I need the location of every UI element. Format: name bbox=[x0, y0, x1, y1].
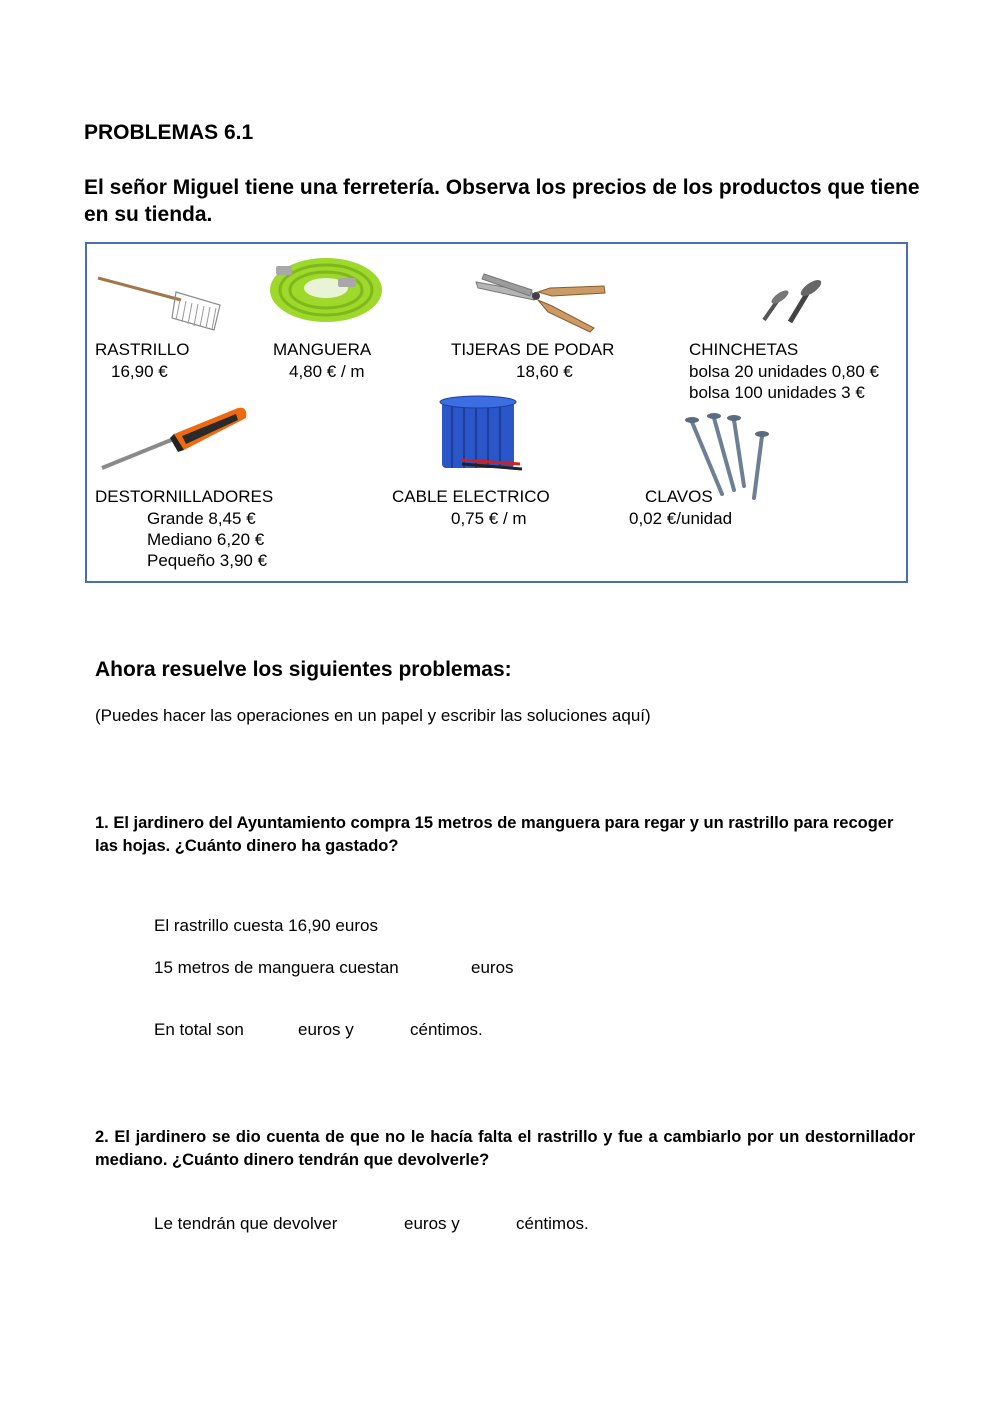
product-manguera-name: MANGUERA bbox=[273, 340, 372, 359]
hose-image bbox=[268, 252, 384, 324]
thumbtacks-image bbox=[756, 278, 832, 326]
shears-image bbox=[474, 270, 610, 332]
cable-spool-image bbox=[432, 394, 524, 476]
product-destornillador-pequeno: Pequeño 3,90 € bbox=[147, 551, 268, 570]
product-clavos-name: CLAVOS bbox=[645, 487, 713, 506]
section-title: Ahora resuelve los siguientes problemas: bbox=[95, 658, 512, 681]
product-manguera-price: 4,80 € / m bbox=[289, 362, 365, 381]
q1-line1: El rastrillo cuesta 16,90 euros bbox=[154, 916, 378, 935]
product-rastrillo-price: 16,90 € bbox=[111, 362, 168, 381]
q2-line1-label: Le tendrán que devolver bbox=[154, 1214, 338, 1233]
q1-line3-label: En total son bbox=[154, 1020, 244, 1039]
q2-line1-cents: céntimos. bbox=[516, 1214, 589, 1233]
product-cable-price: 0,75 € / m bbox=[451, 509, 527, 528]
q1-line2-label: 15 metros de manguera cuestan bbox=[154, 958, 399, 977]
screwdriver-image bbox=[98, 404, 248, 474]
product-destornilladores-name: DESTORNILLADORES bbox=[95, 487, 274, 506]
product-tijeras-price: 18,60 € bbox=[516, 362, 573, 381]
product-chinchetas-price1: bolsa 20 unidades 0,80 € bbox=[689, 362, 879, 381]
product-destornillador-grande: Grande 8,45 € bbox=[147, 509, 256, 528]
product-tijeras-name: TIJERAS DE PODAR bbox=[451, 340, 615, 359]
product-destornillador-mediano: Mediano 6,20 € bbox=[147, 530, 265, 549]
rake-image bbox=[96, 270, 226, 335]
section-note: (Puedes hacer las operaciones en un papel y escribir las soluciones aquí) bbox=[95, 706, 651, 725]
intro-text: El señor Miguel tiene una ferretería. Observa los precios de los productos que tiene en su tienda. bbox=[84, 176, 920, 226]
product-chinchetas-price2: bolsa 100 unidades 3 € bbox=[689, 383, 865, 402]
product-chinchetas-name: CHINCHETAS bbox=[689, 340, 799, 359]
product-clavos-price: 0,02 €/unidad bbox=[629, 509, 733, 528]
q1-line3-euros: euros y bbox=[298, 1020, 354, 1039]
q2-line1-euros: euros y bbox=[404, 1214, 460, 1233]
q1-line2-unit: euros bbox=[471, 958, 514, 977]
product-cable-name: CABLE ELECTRICO bbox=[392, 487, 550, 506]
q1-line3-cents: céntimos. bbox=[410, 1020, 483, 1039]
question-1-text: 1. El jardinero del Ayuntamiento compra 15 metros de manguera para regar y un rastrillo para recoger las hojas. ¿Cuánto dinero ha gastado? bbox=[95, 814, 894, 855]
product-rastrillo-name: RASTRILLO bbox=[95, 340, 190, 359]
question-2-text: 2. El jardinero se dio cuenta de que no le hacía falta el rastrillo y fue a cambiarlo por un destornillador mediano. ¿Cuánto dinero tendrán que devolverle? bbox=[95, 1128, 915, 1169]
page-title: PROBLEMAS 6.1 bbox=[84, 121, 254, 144]
